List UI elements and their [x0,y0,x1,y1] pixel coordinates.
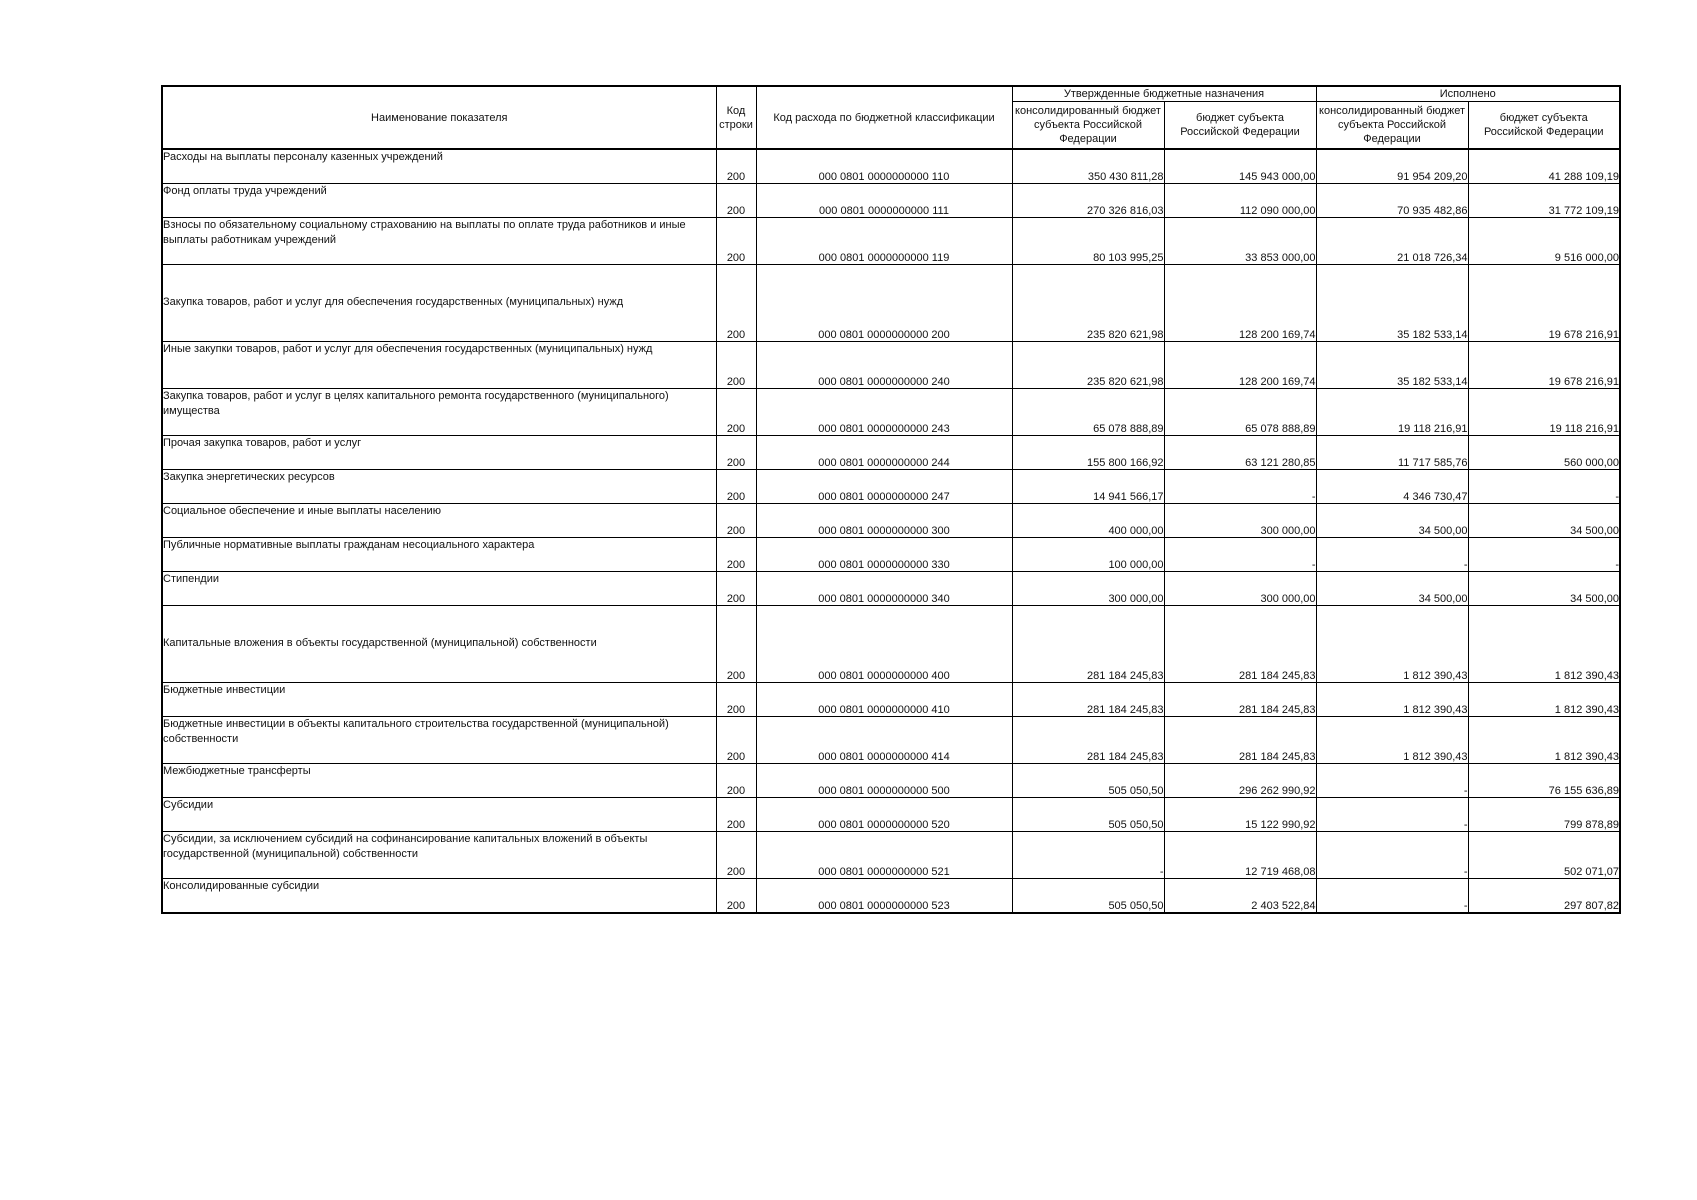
row-approved-subject: 63 121 280,85 [1164,436,1316,470]
table-row [162,717,1620,764]
row-line-code: 200 [716,265,756,342]
row-name: Расходы на выплаты персоналу казенных учреждений [162,149,716,184]
row-expense-code: 000 0801 0000000000 523 [756,879,1012,914]
row-executed-consolidated: 70 935 482,86 [1316,184,1468,218]
row-executed-consolidated: 34 500,00 [1316,572,1468,606]
row-approved-consolidated: 235 820 621,98 [1012,342,1164,389]
row-name: Закупка энергетических ресурсов [162,470,716,504]
table-row [162,504,1620,538]
row-name: Межбюджетные трансферты [162,764,716,798]
table-row [162,389,1620,436]
row-expense-code: 000 0801 0000000000 240 [756,342,1012,389]
row-executed-consolidated: 91 954 209,20 [1316,149,1468,184]
row-executed-consolidated: 35 182 533,14 [1316,265,1468,342]
budget-report-table [161,85,1621,914]
row-name: Прочая закупка товаров, работ и услуг [162,436,716,470]
row-approved-subject: 281 184 245,83 [1164,717,1316,764]
row-name: Стипендии [162,572,716,606]
row-executed-subject: 31 772 109,19 [1468,184,1620,218]
row-expense-code: 000 0801 0000000000 300 [756,504,1012,538]
row-name: Закупка товаров, работ и услуг в целях капитального ремонта государственного (муниципального) имущества [162,389,716,436]
row-name: Субсидии, за исключением субсидий на софинансирование капитальных вложений в объекты государственной (муниципальной) собственности [162,832,716,879]
row-executed-subject: 41 288 109,19 [1468,149,1620,184]
row-line-code: 200 [716,717,756,764]
row-approved-consolidated: 281 184 245,83 [1012,717,1164,764]
table-header [162,86,1620,149]
table-row [162,538,1620,572]
row-expense-code: 000 0801 0000000000 521 [756,832,1012,879]
header-executed-subject: бюджет субъекта Российской Федерации [1468,102,1620,150]
row-executed-subject: 19 678 216,91 [1468,265,1620,342]
row-approved-subject: 300 000,00 [1164,504,1316,538]
row-executed-subject: 297 807,82 [1468,879,1620,914]
row-expense-code: 000 0801 0000000000 414 [756,717,1012,764]
row-name: Бюджетные инвестиции в объекты капитального строительства государственной (муниципальной) собственности [162,717,716,764]
header-expense-code: Код расхода по бюджетной классификации [756,86,1012,149]
header-approved-subject: бюджет субъекта Российской Федерации [1164,102,1316,150]
table-row [162,683,1620,717]
row-executed-consolidated: - [1316,798,1468,832]
row-line-code: 200 [716,436,756,470]
row-approved-consolidated: 281 184 245,83 [1012,606,1164,683]
row-approved-subject: 145 943 000,00 [1164,149,1316,184]
row-executed-subject: 1 812 390,43 [1468,717,1620,764]
row-executed-consolidated: - [1316,879,1468,914]
row-approved-consolidated: 65 078 888,89 [1012,389,1164,436]
row-line-code: 200 [716,149,756,184]
header-executed-consolidated: консолидированный бюджет субъекта Российской Федерации [1316,102,1468,150]
row-line-code: 200 [716,184,756,218]
row-approved-subject: 128 200 169,74 [1164,265,1316,342]
table-row [162,265,1620,342]
row-executed-subject: 19 678 216,91 [1468,342,1620,389]
row-approved-consolidated: 80 103 995,25 [1012,218,1164,265]
table-row [162,218,1620,265]
row-expense-code: 000 0801 0000000000 340 [756,572,1012,606]
row-approved-subject: 281 184 245,83 [1164,606,1316,683]
row-approved-consolidated: 400 000,00 [1012,504,1164,538]
row-expense-code: 000 0801 0000000000 200 [756,265,1012,342]
row-line-code: 200 [716,683,756,717]
row-approved-subject: - [1164,470,1316,504]
row-expense-code: 000 0801 0000000000 247 [756,470,1012,504]
row-line-code: 200 [716,798,756,832]
row-executed-consolidated: 1 812 390,43 [1316,717,1468,764]
row-expense-code: 000 0801 0000000000 119 [756,218,1012,265]
row-approved-consolidated: 100 000,00 [1012,538,1164,572]
row-executed-subject: 34 500,00 [1468,572,1620,606]
table-row [162,798,1620,832]
table-row [162,832,1620,879]
row-executed-consolidated: 1 812 390,43 [1316,683,1468,717]
header-approved-consolidated: консолидированный бюджет субъекта Российской Федерации [1012,102,1164,150]
row-line-code: 200 [716,389,756,436]
header-executed: Исполнено [1316,86,1620,102]
header-name: Наименование показателя [162,86,716,149]
row-name: Взносы по обязательному социальному страхованию на выплаты по оплате труда работников и иные выплаты работникам учреждений [162,218,716,265]
row-executed-consolidated: 34 500,00 [1316,504,1468,538]
row-approved-consolidated: 235 820 621,98 [1012,265,1164,342]
row-executed-consolidated: 19 118 216,91 [1316,389,1468,436]
row-expense-code: 000 0801 0000000000 111 [756,184,1012,218]
row-expense-code: 000 0801 0000000000 330 [756,538,1012,572]
row-approved-subject: - [1164,538,1316,572]
table-row [162,879,1620,914]
row-approved-consolidated: 505 050,50 [1012,798,1164,832]
row-executed-subject: - [1468,538,1620,572]
table-row [162,606,1620,683]
row-approved-subject: 33 853 000,00 [1164,218,1316,265]
row-approved-subject: 281 184 245,83 [1164,683,1316,717]
row-expense-code: 000 0801 0000000000 244 [756,436,1012,470]
row-executed-subject: 1 812 390,43 [1468,683,1620,717]
row-approved-subject: 112 090 000,00 [1164,184,1316,218]
row-approved-subject: 300 000,00 [1164,572,1316,606]
row-approved-consolidated: 281 184 245,83 [1012,683,1164,717]
row-approved-consolidated: 505 050,50 [1012,879,1164,914]
row-approved-subject: 15 122 990,92 [1164,798,1316,832]
row-line-code: 200 [716,606,756,683]
row-name: Иные закупки товаров, работ и услуг для обеспечения государственных (муниципальных) нужд [162,342,716,389]
row-expense-code: 000 0801 0000000000 243 [756,389,1012,436]
row-approved-subject: 2 403 522,84 [1164,879,1316,914]
row-expense-code: 000 0801 0000000000 520 [756,798,1012,832]
header-approved: Утвержденные бюджетные назначения [1012,86,1316,102]
row-expense-code: 000 0801 0000000000 400 [756,606,1012,683]
row-name: Бюджетные инвестиции [162,683,716,717]
row-executed-consolidated: 1 812 390,43 [1316,606,1468,683]
row-approved-consolidated: 270 326 816,03 [1012,184,1164,218]
row-executed-subject: 34 500,00 [1468,504,1620,538]
row-line-code: 200 [716,764,756,798]
row-name: Публичные нормативные выплаты гражданам несоциального характера [162,538,716,572]
table-body [162,149,1620,913]
row-expense-code: 000 0801 0000000000 410 [756,683,1012,717]
table-row [162,572,1620,606]
row-executed-subject: 799 878,89 [1468,798,1620,832]
row-line-code: 200 [716,342,756,389]
row-line-code: 200 [716,572,756,606]
row-expense-code: 000 0801 0000000000 110 [756,149,1012,184]
row-line-code: 200 [716,538,756,572]
row-line-code: 200 [716,832,756,879]
row-approved-consolidated: 14 941 566,17 [1012,470,1164,504]
row-approved-consolidated: 300 000,00 [1012,572,1164,606]
row-line-code: 200 [716,218,756,265]
header-line-code: Код строки [716,86,756,149]
row-line-code: 200 [716,879,756,914]
row-approved-subject: 128 200 169,74 [1164,342,1316,389]
row-approved-consolidated: 155 800 166,92 [1012,436,1164,470]
row-executed-subject: 502 071,07 [1468,832,1620,879]
row-executed-consolidated: 35 182 533,14 [1316,342,1468,389]
row-executed-subject: - [1468,470,1620,504]
table-row [162,149,1620,184]
row-executed-consolidated: 11 717 585,76 [1316,436,1468,470]
row-executed-consolidated: 4 346 730,47 [1316,470,1468,504]
table-row [162,184,1620,218]
row-executed-subject: 76 155 636,89 [1468,764,1620,798]
row-executed-subject: 560 000,00 [1468,436,1620,470]
row-executed-subject: 1 812 390,43 [1468,606,1620,683]
row-approved-subject: 296 262 990,92 [1164,764,1316,798]
row-approved-consolidated: 350 430 811,28 [1012,149,1164,184]
row-name: Закупка товаров, работ и услуг для обеспечения государственных (муниципальных) нужд [162,265,716,342]
row-executed-consolidated: 21 018 726,34 [1316,218,1468,265]
row-name: Социальное обеспечение и иные выплаты населению [162,504,716,538]
row-name: Консолидированные субсидии [162,879,716,914]
row-name: Капитальные вложения в объекты государственной (муниципальной) собственности [162,606,716,683]
row-name: Субсидии [162,798,716,832]
row-approved-subject: 12 719 468,08 [1164,832,1316,879]
row-expense-code: 000 0801 0000000000 500 [756,764,1012,798]
row-executed-consolidated: - [1316,764,1468,798]
row-executed-subject: 19 118 216,91 [1468,389,1620,436]
row-executed-consolidated: - [1316,538,1468,572]
table-row [162,764,1620,798]
row-approved-consolidated: 505 050,50 [1012,764,1164,798]
row-approved-subject: 65 078 888,89 [1164,389,1316,436]
row-executed-subject: 9 516 000,00 [1468,218,1620,265]
row-approved-consolidated: - [1012,832,1164,879]
row-line-code: 200 [716,470,756,504]
row-name: Фонд оплаты труда учреждений [162,184,716,218]
row-executed-consolidated: - [1316,832,1468,879]
table-row [162,342,1620,389]
table-row [162,470,1620,504]
row-line-code: 200 [716,504,756,538]
table-row [162,436,1620,470]
